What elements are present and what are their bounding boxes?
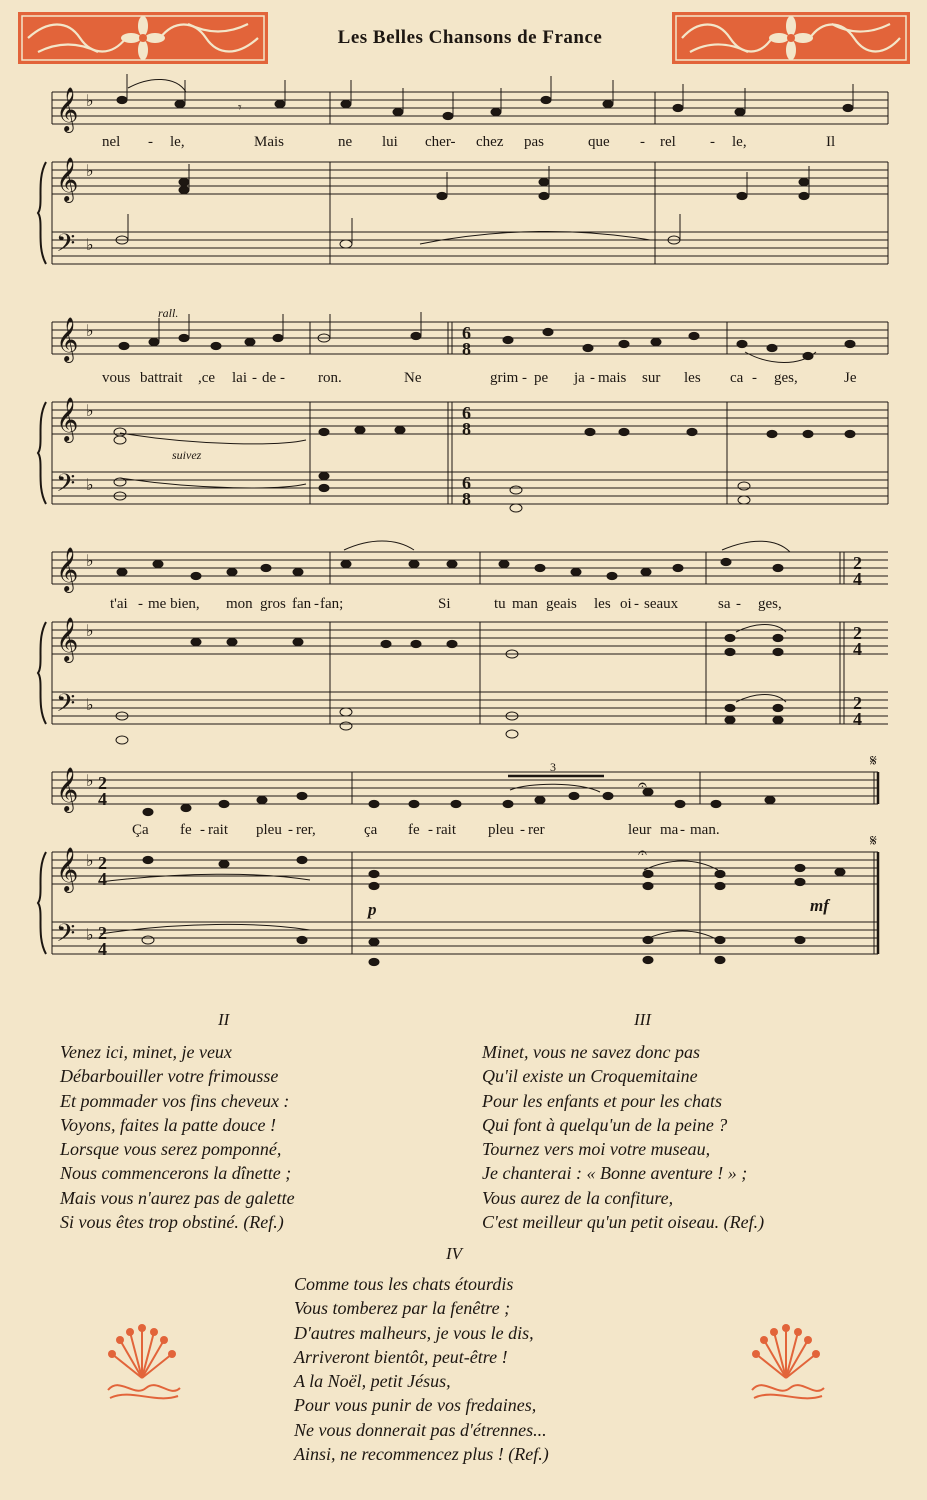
svg-text:4: 4 — [853, 639, 862, 659]
lyric-syllable: pleu — [488, 822, 514, 838]
svg-text:𝄞: 𝄞 — [56, 87, 79, 131]
lyric-syllable: fe — [180, 822, 192, 838]
lyric-syllable: - — [280, 370, 285, 386]
lyric-syllable: lai — [232, 370, 247, 386]
lyric-syllable: Ne — [404, 370, 422, 386]
lyric-syllable: ça — [364, 822, 378, 838]
svg-text:2: 2 — [853, 693, 862, 713]
system-1 — [38, 92, 888, 264]
svg-text:6: 6 — [462, 323, 471, 343]
svg-text:♭: ♭ — [86, 321, 94, 340]
system-3 — [38, 552, 888, 724]
lyric-syllable: - — [520, 822, 525, 838]
lyric-syllable: les — [684, 370, 701, 386]
verse-line: Vous tomberez par la fenêtre ; — [294, 1298, 511, 1319]
lyric-syllable: pleu — [256, 822, 282, 838]
verse-line: Si vous êtes trop obstiné. (Ref.) — [60, 1212, 284, 1233]
svg-text:♭: ♭ — [86, 475, 94, 494]
svg-text:2: 2 — [98, 853, 107, 873]
verse-line: Lorsque vous serez pomponné, — [60, 1139, 282, 1160]
lyric-syllable: - — [148, 134, 153, 150]
svg-text:2: 2 — [98, 923, 107, 943]
lyric-syllable: rel — [660, 134, 676, 150]
svg-text:𝄋: 𝄋 — [870, 831, 877, 850]
lyric-syllable: rer, — [296, 822, 316, 838]
svg-text:♭: ♭ — [86, 551, 94, 570]
svg-text:𝄢: 𝄢 — [56, 229, 76, 264]
lyric-syllable: battrait — [140, 370, 183, 386]
svg-text:𝄞: 𝄞 — [56, 317, 79, 361]
lyric-syllable: Ça — [132, 822, 149, 838]
svg-text:♭: ♭ — [86, 91, 94, 110]
svg-text:𝄐: 𝄐 — [638, 775, 647, 794]
lyric-syllable: grim — [490, 370, 519, 386]
lyric-syllable: me bien, — [148, 596, 200, 612]
lyric-syllable: - — [288, 822, 293, 838]
verse-line: Je chanterai : « Bonne aventure ! » ; — [482, 1163, 748, 1184]
lyric-syllable: - — [314, 596, 319, 612]
right-flower-ornament — [744, 1318, 830, 1404]
svg-text:8: 8 — [462, 419, 471, 439]
verse-line: Arriveront bientôt, peut-être ! — [294, 1346, 508, 1367]
verse-line: Ainsi, ne recommencez plus ! (Ref.) — [294, 1444, 549, 1465]
verse-3 — [482, 1040, 764, 1234]
lyric-syllable: vous — [102, 370, 131, 386]
verse-line: Venez ici, minet, je veux — [60, 1042, 232, 1062]
svg-text:2: 2 — [853, 553, 862, 573]
staff-piano-treble — [52, 162, 888, 194]
lyric-syllable: - — [590, 370, 595, 386]
svg-text:𝄞: 𝄞 — [56, 617, 79, 661]
dynamic-mezzo-forte: mf — [810, 896, 829, 915]
lyric-syllable: Mais — [254, 134, 284, 150]
svg-text:𝄞: 𝄞 — [56, 397, 79, 441]
verse-line: Tournez vers moi votre museau, — [482, 1139, 711, 1160]
lyric-syllable: man — [512, 596, 538, 612]
lyric-syllable: - — [428, 822, 433, 838]
lyric-syllable: de — [262, 370, 277, 386]
dynamic-piano: p — [368, 900, 377, 919]
triplet-marking: 3 — [550, 760, 556, 774]
lyric-syllable: rer — [528, 822, 545, 838]
lyric-syllable: - — [252, 370, 257, 386]
svg-text:𝄢: 𝄢 — [56, 919, 76, 954]
lyric-syllable: - — [522, 370, 527, 386]
lyric-syllable: ,ce — [198, 370, 216, 386]
rallentando-marking: rall. — [158, 306, 179, 320]
verse-line: Pour vous punir de vos fredaines, — [294, 1395, 537, 1416]
svg-text:♭: ♭ — [86, 401, 94, 420]
svg-text:♭: ♭ — [86, 851, 94, 870]
verse-number-3: III — [634, 1010, 651, 1029]
lyric-syllable: fe — [408, 822, 420, 838]
svg-text:𝄞: 𝄞 — [56, 547, 79, 591]
lyric-syllable: t'ai — [110, 596, 128, 612]
verse-line: Vous aurez de la confiture, — [482, 1187, 674, 1208]
verse-line: Voyons, faites la patte douce ! — [60, 1114, 276, 1135]
verse-line: Nous commencerons la dînette ; — [60, 1163, 292, 1184]
suivez-marking: suivez — [172, 448, 202, 462]
svg-text:𝄐: 𝄐 — [638, 843, 647, 862]
lyric-syllable: oi — [620, 596, 632, 612]
verse-line: Minet, vous ne savez donc pas — [482, 1042, 700, 1062]
svg-text:8: 8 — [462, 489, 471, 509]
lyric-syllable: ca — [730, 370, 744, 386]
verse-number-2: II — [218, 1010, 230, 1029]
staff-piano-bass — [52, 232, 888, 264]
verse-line: Pour les enfants et pour les chats — [482, 1090, 722, 1111]
lyric-syllable: rait — [436, 822, 456, 838]
svg-text:4: 4 — [98, 789, 107, 809]
verse-line: Comme tous les chats étourdis — [294, 1274, 514, 1294]
lyric-syllable: Je — [844, 370, 857, 386]
verse-number-4: IV — [446, 1244, 463, 1263]
lyric-syllable: - — [736, 596, 741, 612]
lyric-syllable: ma — [660, 822, 679, 838]
verse-line: D'autres malheurs, je vous le dis, — [294, 1322, 534, 1343]
lyric-syllable: leur — [628, 822, 652, 838]
svg-text:4: 4 — [853, 709, 862, 729]
lyric-syllable: - — [200, 822, 205, 838]
lyric-syllable: gros — [260, 596, 286, 612]
svg-text:4: 4 — [98, 939, 107, 959]
svg-text:♭: ♭ — [86, 161, 94, 180]
lyric-syllable: le, — [170, 134, 185, 150]
svg-text:♭: ♭ — [86, 771, 94, 790]
page-title: Les Belles Chansons de France — [337, 27, 603, 48]
lyric-syllable: les — [594, 596, 611, 612]
verse-line: Qui font à quelqu'un de la peine ? — [482, 1114, 728, 1135]
lyric-syllable: seaux — [644, 596, 679, 612]
lyric-syllable: ges, — [774, 370, 798, 386]
lyric-syllable: pe — [534, 370, 549, 386]
lyric-syllable: fan — [292, 596, 312, 612]
left-flower-ornament — [100, 1318, 186, 1404]
lyric-syllable: nel — [102, 134, 121, 150]
lyric-syllable: Il — [826, 134, 836, 150]
lyric-syllable: ges, — [758, 596, 782, 612]
lyric-syllable: le, — [732, 134, 747, 150]
lyric-syllable: - — [680, 822, 685, 838]
lyric-syllable: - — [752, 370, 757, 386]
verse-2 — [60, 1040, 295, 1234]
verse-line: Débarbouiller votre frimousse — [60, 1066, 279, 1087]
lyric-syllable: - — [640, 134, 645, 150]
lyric-syllable: - — [710, 134, 715, 150]
svg-text:4: 4 — [853, 569, 862, 589]
staff-voice — [52, 92, 888, 124]
verse-line: C'est meilleur qu'un petit oiseau. (Ref.) — [482, 1212, 765, 1233]
svg-text:6: 6 — [462, 403, 471, 423]
svg-text:♭: ♭ — [86, 235, 94, 254]
svg-text:4: 4 — [98, 869, 107, 889]
lyric-syllable: rait — [208, 822, 228, 838]
lyric-syllable: que — [588, 134, 610, 150]
svg-text:♭: ♭ — [86, 621, 94, 640]
lyric-syllable: cher- — [425, 134, 456, 150]
lyric-syllable: chez — [476, 134, 504, 150]
lyric-syllable: lui — [382, 134, 398, 150]
verse-4 — [294, 1272, 549, 1466]
svg-text:𝄢: 𝄢 — [56, 689, 76, 724]
lyric-syllable: - — [138, 596, 143, 612]
verse-line: Qu'il existe un Croquemitaine — [482, 1066, 698, 1087]
lyric-syllable: Si — [438, 596, 451, 612]
svg-text:𝄾: 𝄾 — [238, 100, 242, 116]
svg-text:8: 8 — [462, 339, 471, 359]
svg-text:2: 2 — [98, 773, 107, 793]
lyric-syllable: geais — [546, 596, 577, 612]
lyric-syllable: mon — [226, 596, 253, 612]
svg-text:𝄞: 𝄞 — [56, 767, 79, 811]
lyric-syllable: ne — [338, 134, 353, 150]
lyric-syllable: sur — [642, 370, 661, 386]
lyric-syllable: sa — [718, 596, 731, 612]
lyric-syllable: mais — [598, 370, 627, 386]
lyric-syllable: man. — [690, 822, 720, 838]
lyric-syllable: ron. — [318, 370, 342, 386]
lyric-syllable: fan; — [320, 596, 344, 612]
lyric-syllable: pas — [524, 134, 544, 150]
svg-text:𝄋: 𝄋 — [870, 751, 877, 770]
lyric-syllable: ja — [574, 370, 585, 386]
lyric-syllable: - — [634, 596, 639, 612]
svg-text:♭: ♭ — [86, 695, 94, 714]
lyric-syllable: tu — [494, 596, 506, 612]
verse-line: Mais vous n'aurez pas de galette — [60, 1187, 295, 1208]
verse-line: Ne vous donnerait pas d'étrennes... — [294, 1419, 547, 1440]
svg-text:𝄢: 𝄢 — [56, 469, 76, 504]
svg-text:𝄞: 𝄞 — [56, 157, 79, 201]
verse-line: Et pommader vos fins cheveux : — [60, 1090, 290, 1111]
svg-text:6: 6 — [462, 473, 471, 493]
svg-text:2: 2 — [853, 623, 862, 643]
svg-text:♭: ♭ — [86, 925, 94, 944]
svg-text:𝄞: 𝄞 — [56, 847, 79, 891]
verse-line: A la Noël, petit Jésus, — [294, 1371, 451, 1392]
